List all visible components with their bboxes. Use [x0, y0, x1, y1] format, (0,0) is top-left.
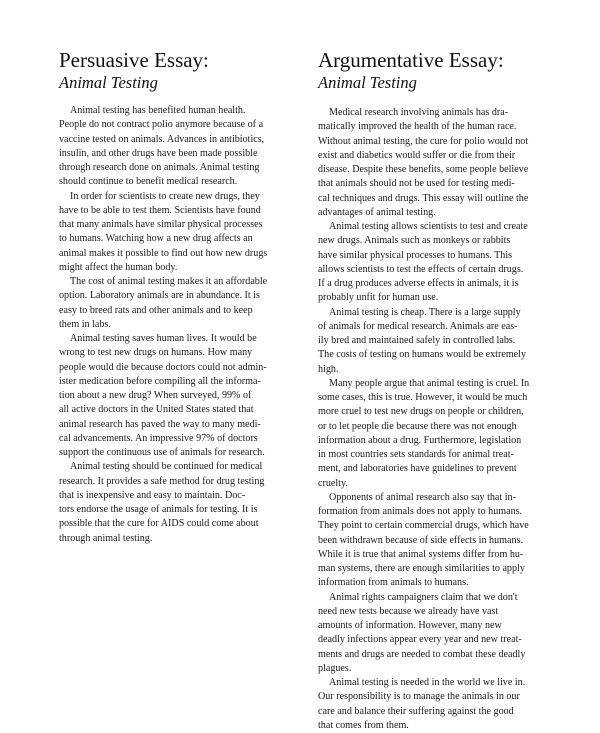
text-line: through animal testing. [59, 532, 153, 544]
text-line: to humans. Watching how a new drug affects an [59, 233, 253, 245]
text-line: formation from animals does not apply to humans. [318, 506, 523, 517]
text-line: cal advancements. An impressive 97% of doctors [59, 432, 258, 444]
text-line: tors endorse the usage of animals for testing. It is [59, 504, 258, 515]
text-line: exist and diabetics would suffer or die from their [318, 149, 516, 161]
text-line: Many people argue that animal testing is cruel. In [329, 377, 530, 389]
persuasive-essay-body [59, 104, 291, 546]
text-line: tion about a new drug? When surveyed, 99% of [59, 390, 252, 401]
text-line: ments and drugs are needed to combat these deadly [318, 648, 526, 660]
text-line: probably unfit for human use. [318, 292, 439, 304]
text-line: While it is true that animal systems differ from hu- [318, 548, 524, 560]
argumentative-essay-subtitle: Animal Testing [318, 73, 417, 92]
text-line: vaccine tested on animals. Advances in antibiotics, [59, 133, 265, 145]
text-line: man systems, there are enough similarities to apply [318, 563, 525, 574]
text-line: Animal testing allows scientists to test and create [329, 221, 528, 232]
text-line: been withdrawn because of side effects in humans. [318, 534, 523, 546]
text-line: research. It provides a safe method for drug testing [59, 475, 265, 487]
text-line: insulin, and other drugs have been made possible [59, 147, 258, 159]
text-line: amounts of information. However, many new [318, 620, 502, 631]
text-line: easy to breed rats and other animals and to keep [59, 304, 253, 316]
essay-paragraph [318, 491, 552, 591]
text-line: option. Laboratory animals are in abundance. It is [59, 290, 260, 302]
text-line: support the continuous use of animals for research. [59, 447, 265, 458]
text-line: need new tests because we already have vast [318, 605, 499, 617]
text-line: information about a drug. Furthermore, legislation [318, 434, 522, 446]
text-line: Animal testing is cheap. There is a large supply [329, 306, 521, 318]
text-line: cal techniques and drugs. This essay will outline the [318, 192, 529, 204]
text-line: them in labs. [59, 318, 111, 330]
text-line: high. [318, 363, 339, 375]
text-line: If a drug produces adverse effects in animals, it is [318, 278, 519, 289]
essay-paragraph [318, 106, 552, 220]
text-line: Animal rights campaigners claim that we don't [329, 591, 518, 603]
text-line: Opponents of animal research also say that in- [329, 491, 516, 503]
text-line: in most countries sets standards for animal treat- [318, 449, 514, 460]
text-line: Animal testing saves human lives. It would be [70, 333, 257, 344]
essay-paragraph [59, 332, 291, 460]
persuasive-essay-column [59, 48, 291, 546]
text-line: matically improved the health of the human race. [318, 121, 517, 133]
text-line: In order for scientists to create new drugs, they [70, 190, 260, 202]
text-line: cruelty. [318, 477, 348, 489]
text-line: some cases, this is true. However, it would be much [318, 392, 528, 403]
text-line: that comes from them. [318, 719, 409, 731]
text-line: Medical research involving animals has dra- [329, 107, 509, 118]
text-line: Animal testing has benefited human health. [70, 105, 246, 116]
text-line: people would die because doctors could not admin- [59, 361, 267, 373]
text-line: Without animal testing, the cure for polio would not [318, 135, 529, 147]
text-line: advantages of animal testing. [318, 206, 436, 218]
text-line: have to be able to test them. Scientists have found [59, 204, 261, 216]
text-line: have similar physical processes to humans. This [318, 249, 513, 261]
text-line: They point to certain commercial drugs, which have [318, 520, 529, 532]
essay-paragraph [59, 190, 291, 276]
argumentative-essay-body [318, 106, 552, 733]
text-line: that is inexpensive and easy to maintain. Doc- [59, 489, 246, 501]
persuasive-essay-subtitle: Animal Testing [59, 73, 158, 92]
text-line: animal research has paved the way to many medi- [59, 418, 261, 430]
text-line: all active doctors in the United States stated that [59, 404, 254, 416]
text-line: should continue to benefit medical research. [59, 176, 238, 188]
text-line: animal makes it possible to find out how new drugs [59, 247, 268, 259]
text-line: that many animals have similar physical processes [59, 219, 263, 230]
text-line: Animal testing should be continued for medical [70, 461, 263, 473]
text-line: ment, and laboratories have guidelines to prevent [318, 463, 517, 475]
text-line: wrong to test new drugs on humans. How many [59, 347, 253, 359]
text-line: disease. Despite these benefits, some people believe [318, 164, 529, 175]
text-line: or to let people die because there was not enough [318, 420, 517, 432]
text-line: deadly infections appear every year and new treat- [318, 634, 522, 646]
text-line: allows scientists to test the effects of certain drugs. [318, 263, 524, 275]
text-line: might affect the human body. [59, 261, 178, 273]
essay-paragraph [318, 591, 552, 677]
essay-paragraph [318, 676, 552, 733]
essay-paragraph [59, 275, 291, 332]
argumentative-essay-column [318, 48, 552, 733]
text-line: through research done on animals. Animal testing [59, 162, 260, 173]
essay-paragraph [318, 220, 552, 306]
essay-paragraph [59, 104, 291, 190]
persuasive-essay-title: Persuasive Essay: [59, 48, 209, 72]
essay-paragraph [59, 460, 291, 546]
text-line: ister medication before compiling all the informa- [59, 375, 261, 387]
text-line: People do not contract polio anymore because of a [59, 119, 264, 131]
essay-paragraph [318, 377, 552, 491]
argumentative-essay-title: Argumentative Essay: [318, 48, 504, 72]
text-line: Our responsibility is to manage the animals in our [318, 691, 520, 703]
text-line: that animals should not be used for testing medi- [318, 178, 515, 190]
text-line: The costs of testing on humans would be extremely [318, 349, 527, 361]
text-line: information from animals to humans. [318, 577, 469, 589]
essay-paragraph [318, 306, 552, 377]
text-line: more cruel to test new drugs on people or children, [318, 406, 524, 418]
text-line: of animals for medical research. Animals are eas- [318, 320, 518, 332]
text-line: care and balance their suffering against the good [318, 705, 514, 717]
text-line: possible that the cure for AIDS could come about [59, 518, 259, 530]
text-line: Animal testing is needed in the world we live in. [329, 677, 526, 688]
text-line: plagues. [318, 662, 352, 674]
text-line: new drugs. Animals such as monkeys or rabbits [318, 235, 511, 247]
text-line: The cost of animal testing makes it an affordable [70, 276, 268, 287]
text-line: ily bred and maintained safely in controlled labs. [318, 335, 516, 346]
